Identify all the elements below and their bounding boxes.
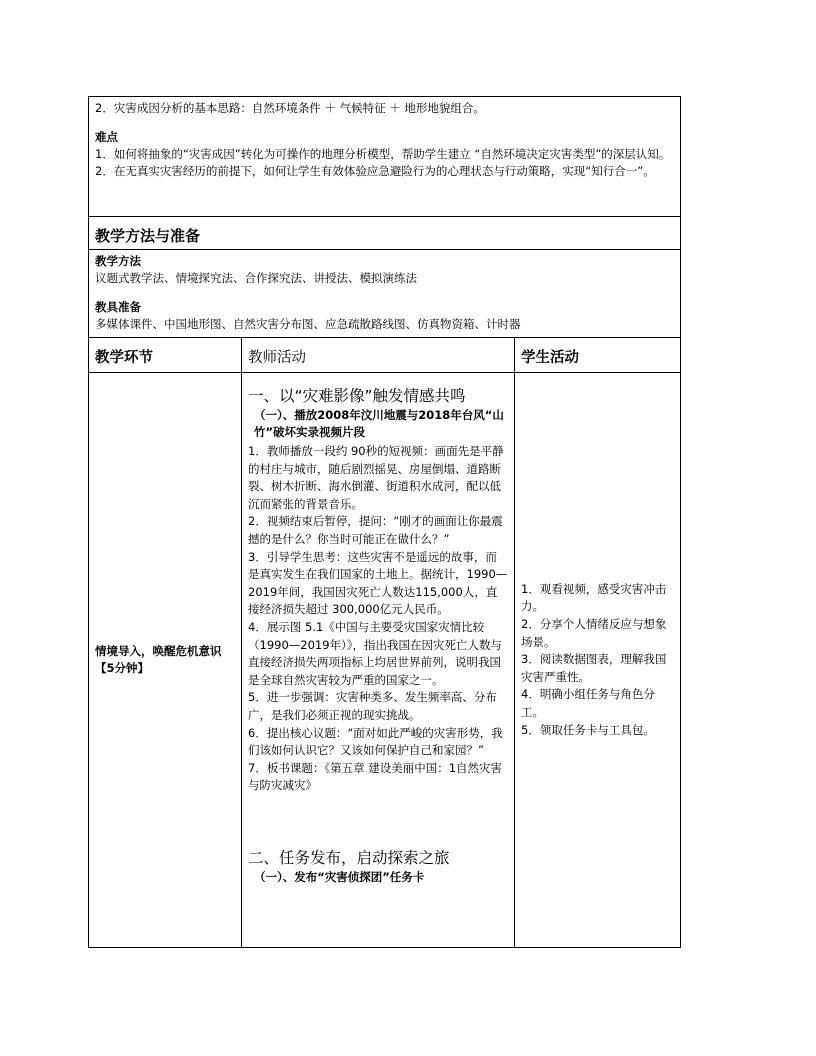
prep-text: 多媒体课件、中国地形图、自然灾害分布图、应急疏散路线图、仿真物资箱、计时器 — [95, 317, 521, 331]
teacher-step-2: 2．视频结束后暂停，提问：“刚才的画面让你最震撼的是什么？你当时可能正在做什么？” — [248, 514, 503, 546]
lesson-plan-table — [88, 96, 681, 948]
teacher-step-3: 3．引导学生思考：这些灾害不是遥远的故事，而是真实发生在我们国家的土地上。据统计，1990—2019年间，我国因灾死亡人数达115,000人，直接经济损失超过 300,000亿元人民币。 — [248, 549, 508, 617]
method-title: 教学方法 — [95, 254, 141, 268]
student-activity-list — [515, 581, 680, 739]
teacher-activity-cell — [242, 373, 515, 948]
key-points-cell — [89, 97, 681, 217]
method-text: 议题式教学法、情境探究法、合作探究法、讲授法、模拟演练法 — [95, 271, 417, 285]
stage-label: 情境导入，唤醒危机意识【5分钟】 — [95, 644, 222, 675]
difficulty-title: 难点 — [95, 130, 118, 144]
table-header-row — [89, 338, 681, 373]
methods-content-row — [89, 250, 681, 338]
student-item-3: 3．阅读数据图表，理解我国灾害严重性。 — [521, 652, 667, 684]
teacher-step-7: 7．板书课题：《第五章 建设美丽中国：1自然灾害与防灾减灾》 — [248, 760, 503, 793]
difficulty-item-2: 2．在无真实灾害经历的前提下，如何让学生有效体验应急避险行为的心理状态与行动策略，实现“知行合一”。 — [95, 164, 655, 178]
prep-title: 教具准备 — [95, 300, 141, 314]
header-student: 学生活动 — [521, 350, 579, 366]
header-teacher: 教师活动 — [248, 350, 306, 366]
student-item-2: 2．分享个人情绪反应与想象场景。 — [521, 617, 667, 649]
teacher-step-6: 6．提出核心议题：“面对如此严峻的灾害形势，我们该如何认识它？又该如何保护自己和家园？” — [248, 725, 503, 758]
teacher-step-5: 5．进一步强调：灾害种类多、发生频率高、分布广，是我们必须正视的现实挑战。 — [248, 690, 497, 722]
focus-line: 2．灾害成因分析的基本思路：自然环境条件 ＋ 气候特征 ＋ 地形地貌组合。 — [95, 101, 485, 115]
student-item-1: 1．观看视频，感受灾害冲击力。 — [521, 581, 667, 614]
difficulty-item-1: 1．如何将抽象的“灾害成因”转化为可操作的地理分析模型，帮助学生建立 “自然环境决定灾害类型”的深层认知。 — [95, 147, 671, 161]
teacher-step-1: 1．教师播放一段约 90秒的短视频：画面先是平静的村庄与城市，随后剧烈摇晃、房屋倒塌、道路断裂、树木折断、海水倒灌、街道积水成河，配以低沉而紧张的背景音乐。 — [248, 444, 504, 511]
stage-row — [89, 373, 681, 948]
student-activity-cell — [515, 373, 681, 948]
key-points-row — [89, 97, 681, 217]
header-stage: 教学环节 — [95, 350, 153, 366]
student-item-5: 5．领取任务卡与工具包。 — [521, 722, 655, 737]
document-page — [88, 96, 680, 948]
stage2-heading: 二、任务发布，启动探索之旅 — [248, 848, 450, 867]
stage1-heading: 一、以“灾难影像”触发情感共鸣 — [248, 387, 466, 405]
methods-section-title: 教学方法与准备 — [95, 227, 201, 245]
teacher-step-4: 4．展示图 5.1《中国与主要受灾国家灾情比较（1990—2019年）》，指出我国在因灾死亡人数与直接经济损失两项指标上均居世界前列，说明我国是全球自然灾害较为严重的国家之一。 — [248, 619, 503, 687]
student-item-4: 4．明确小组任务与角色分工。 — [521, 687, 655, 719]
methods-title-row — [89, 217, 681, 250]
stage-cell — [89, 373, 242, 948]
stage1-subheading: （一）、播放2008年汶川地震与2018年台风“山竹”破坏实录视频片段 — [254, 408, 504, 439]
stage2-subheading: （一）、发布“灾害侦探团”任务卡 — [254, 869, 425, 884]
